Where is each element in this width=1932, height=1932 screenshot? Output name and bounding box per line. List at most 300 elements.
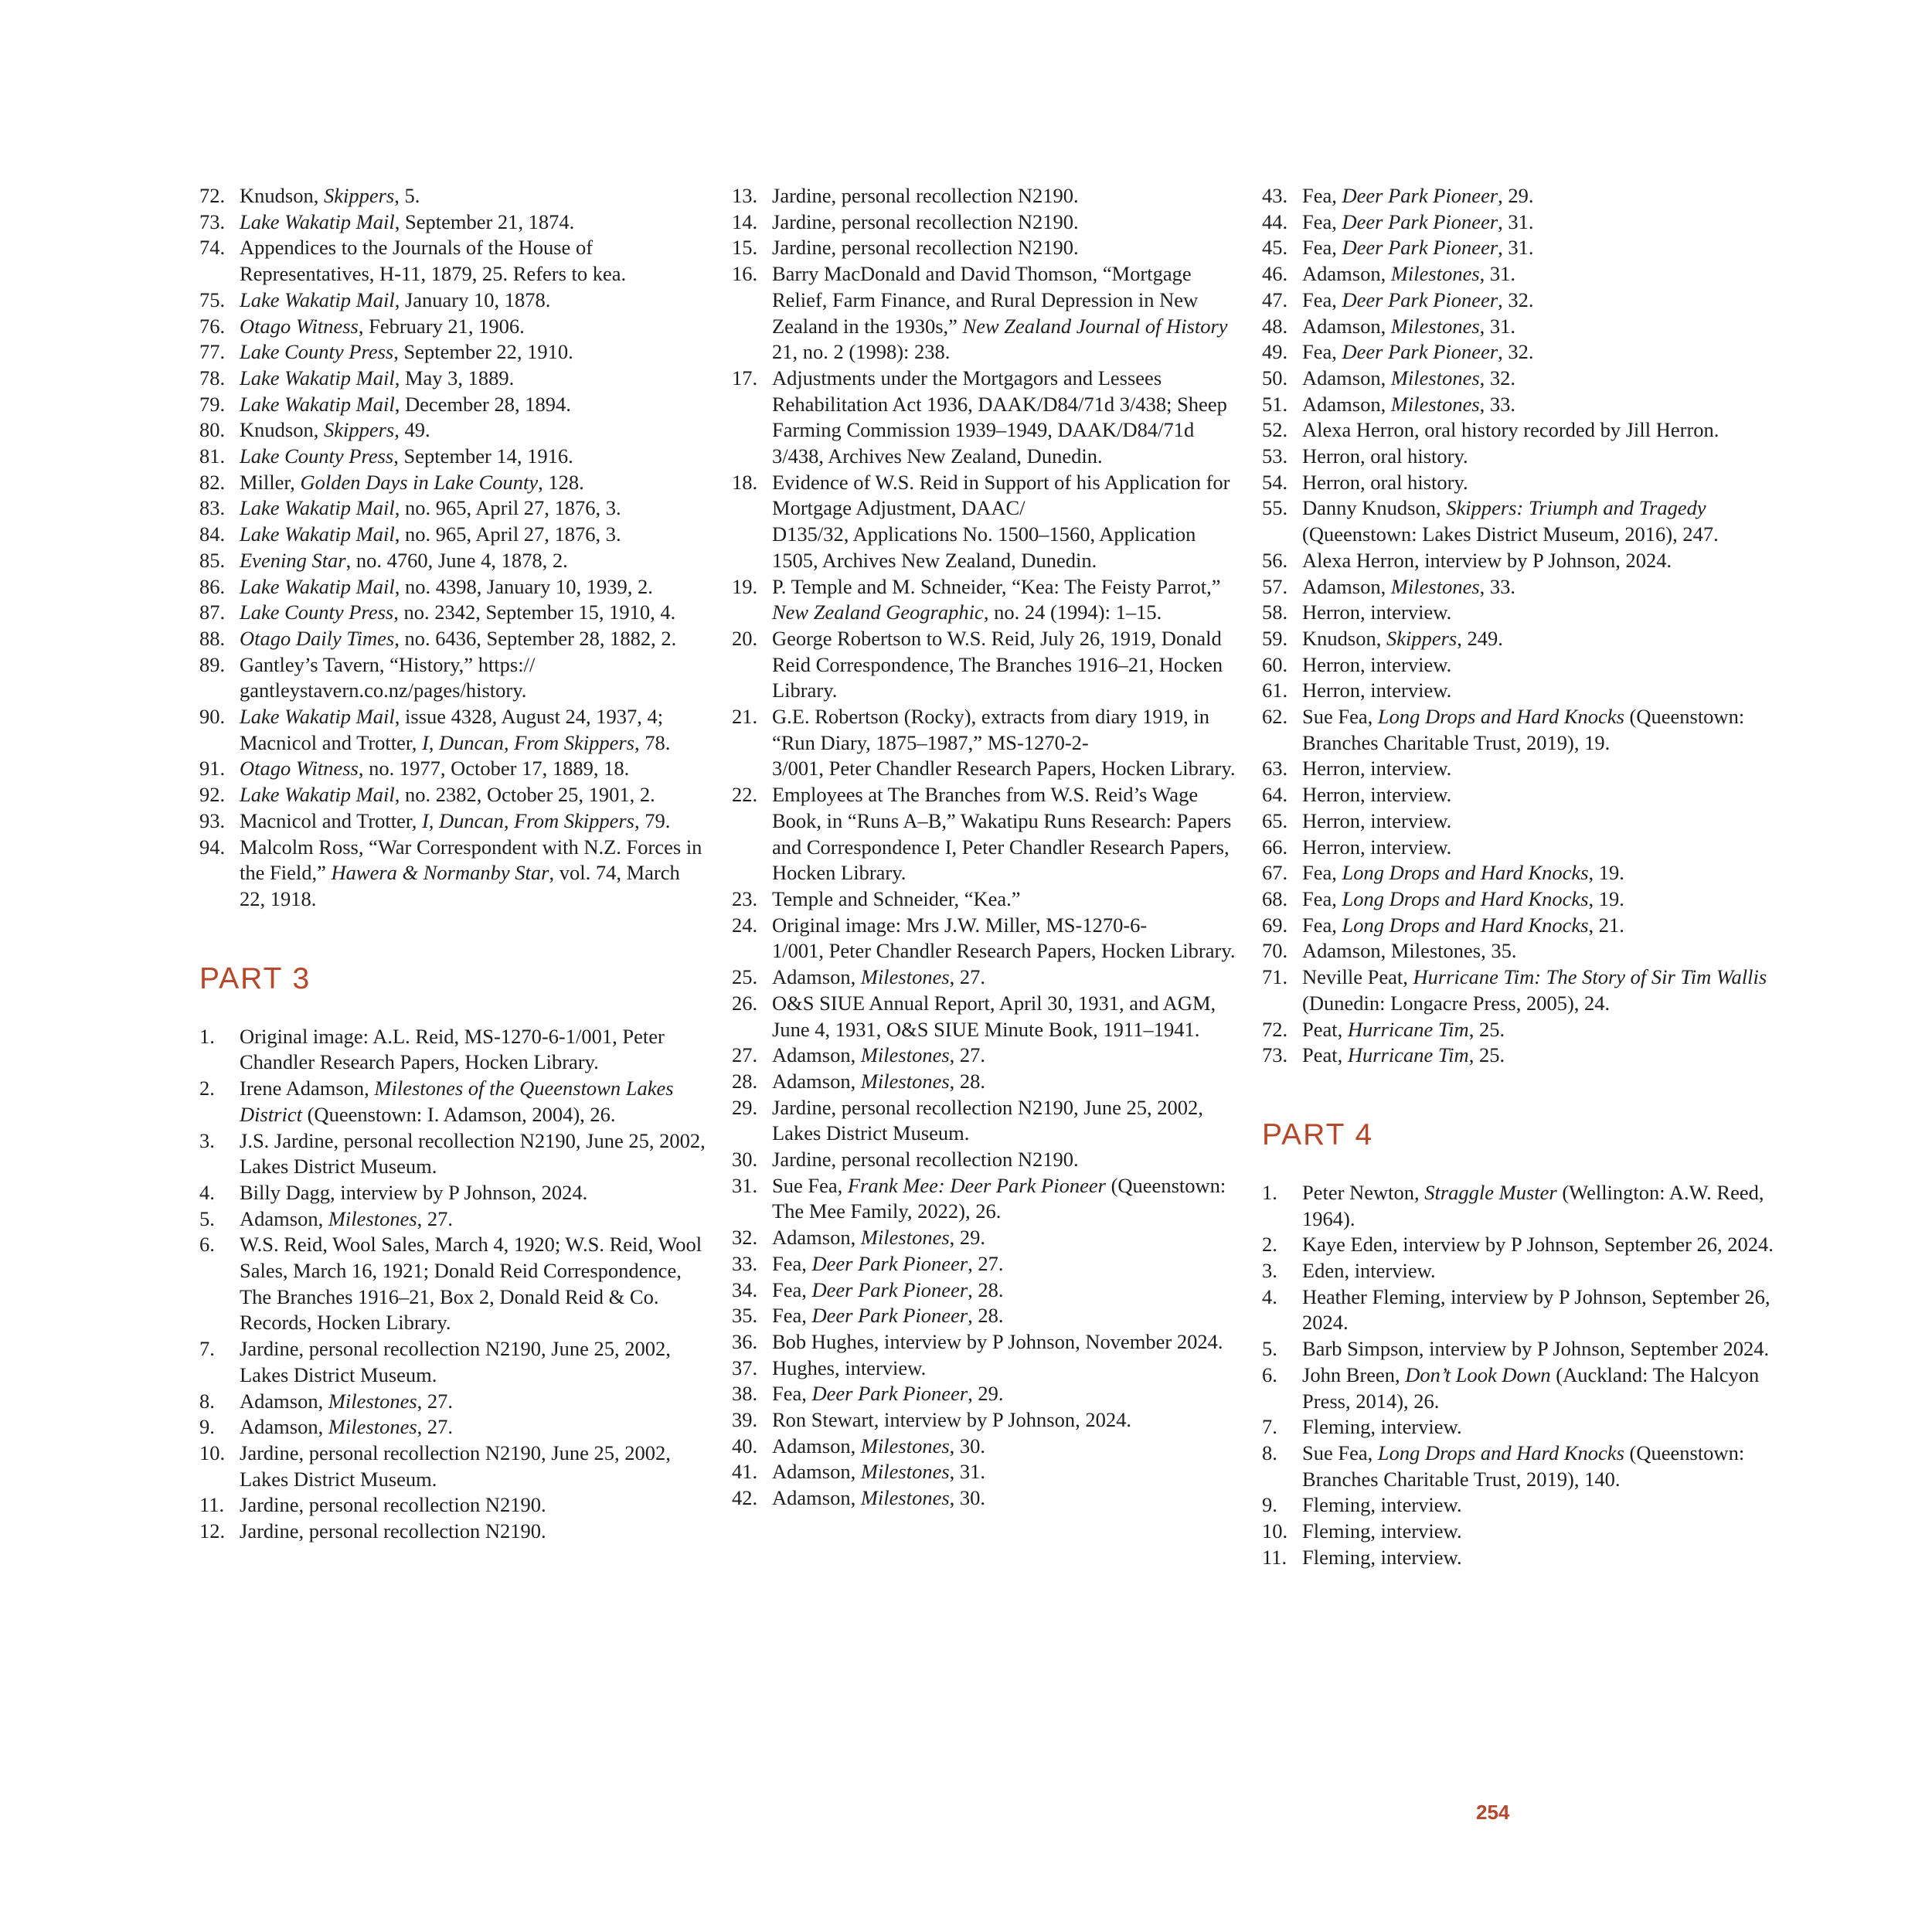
note-number: 21. bbox=[732, 705, 758, 729]
note-item bbox=[1262, 652, 1803, 679]
note-number: 53. bbox=[1262, 444, 1288, 468]
note-number: 80. bbox=[199, 418, 226, 442]
note-item bbox=[199, 1389, 709, 1415]
note-number: 34. bbox=[732, 1277, 758, 1301]
note-text: Jardine, personal recollection N2190. bbox=[240, 1519, 546, 1543]
note-number: 17. bbox=[732, 366, 758, 389]
note-number: 73. bbox=[1262, 1043, 1288, 1067]
notes-list bbox=[1262, 183, 1803, 1069]
note-number: 45. bbox=[1262, 236, 1288, 260]
note-text: Adamson, Milestones, 32. bbox=[1302, 366, 1516, 389]
note-number: 41. bbox=[732, 1460, 758, 1484]
note-item bbox=[1262, 444, 1803, 470]
note-text: Adamson, Milestones, 27. bbox=[772, 1043, 986, 1067]
note-text: Jardine, personal recollection N2190, June 25, 2002, Lakes District Museum. bbox=[240, 1440, 671, 1491]
note-number: 92. bbox=[199, 783, 226, 807]
notes-list bbox=[199, 1024, 709, 1545]
note-item bbox=[1262, 392, 1803, 418]
note-item bbox=[199, 548, 709, 574]
page-number: 254 bbox=[1476, 1801, 1510, 1824]
note-text: Fleming, interview. bbox=[1302, 1519, 1462, 1543]
note-item bbox=[199, 287, 709, 314]
note-number: 3. bbox=[199, 1128, 215, 1152]
note-number: 72. bbox=[1262, 1017, 1288, 1041]
note-text: Sue Fea, Long Drops and Hard Knocks (Queenstown: Branches Charitable Trust, 2019), 140. bbox=[1302, 1440, 1745, 1491]
note-text: Lake County Press, no. 2342, September 15, 1910, 4. bbox=[240, 600, 676, 624]
note-text: Jardine, personal recollection N2190. bbox=[240, 1493, 546, 1517]
note-item bbox=[1262, 1440, 1803, 1492]
note-number: 38. bbox=[732, 1382, 758, 1406]
note-text: Neville Peat, Hurricane Tim: The Story of Sir Tim Wallis (Dunedin: Longacre Press, 2005), 24. bbox=[1302, 965, 1767, 1015]
note-number: 28. bbox=[732, 1069, 758, 1093]
note-item bbox=[1262, 235, 1803, 261]
note-number: 33. bbox=[732, 1251, 758, 1275]
note-text: O&S SIUE Annual Report, April 30, 1931, and AGM, June 4, 1931, O&S SIUE Minute Book, 1911–1941. bbox=[772, 991, 1216, 1041]
note-number: 77. bbox=[199, 340, 226, 364]
note-number: 54. bbox=[1262, 470, 1288, 494]
note-number: 57. bbox=[1262, 574, 1288, 598]
note-text: Fea, Deer Park Pioneer, 31. bbox=[1302, 236, 1534, 260]
note-item bbox=[732, 1329, 1242, 1355]
note-item bbox=[199, 652, 709, 704]
note-text: Lake Wakatip Mail, no. 4398, January 10, 1939, 2. bbox=[240, 574, 653, 598]
note-item bbox=[732, 964, 1242, 991]
note-text: Fea, Deer Park Pioneer, 28. bbox=[772, 1304, 1004, 1328]
note-text: Herron, interview. bbox=[1302, 783, 1452, 807]
note-number: 73. bbox=[199, 209, 226, 233]
note-number: 2. bbox=[199, 1077, 215, 1100]
note-number: 7. bbox=[1262, 1415, 1277, 1439]
note-text: Fea, Deer Park Pioneer, 29. bbox=[772, 1382, 1004, 1406]
note-item bbox=[732, 235, 1242, 261]
note-item bbox=[732, 209, 1242, 236]
note-text: Jardine, personal recollection N2190, June 25, 2002, Lakes District Museum. bbox=[240, 1337, 671, 1386]
note-item bbox=[1262, 366, 1803, 392]
note-number: 14. bbox=[732, 209, 758, 233]
note-item bbox=[732, 1381, 1242, 1407]
note-item bbox=[1262, 1362, 1803, 1414]
note-text: P. Temple and M. Schneider, “Kea: The Feisty Parrot,” New Zealand Geographic, no. 24 (1994): 1–15. bbox=[772, 574, 1221, 624]
note-text: Adamson, Milestones, 33. bbox=[1302, 392, 1516, 416]
note-text: Peter Newton, Straggle Muster (Wellington: A.W. Reed, 1964). bbox=[1302, 1180, 1764, 1230]
note-text: Original image: A.L. Reid, MS-1270-6-1/001, Peter Chandler Research Papers, Hocken Library. bbox=[240, 1024, 665, 1074]
note-text: Fleming, interview. bbox=[1302, 1493, 1462, 1517]
note-item bbox=[199, 1206, 709, 1233]
note-number: 22. bbox=[732, 783, 758, 807]
note-item bbox=[732, 1173, 1242, 1225]
note-item bbox=[199, 444, 709, 470]
note-item bbox=[1262, 209, 1803, 236]
notes-list bbox=[1262, 1180, 1803, 1571]
part-heading: PART 3 bbox=[199, 961, 311, 995]
note-item bbox=[1262, 314, 1803, 340]
note-number: 76. bbox=[199, 314, 226, 338]
note-number: 62. bbox=[1262, 705, 1288, 729]
note-number: 36. bbox=[732, 1329, 758, 1353]
note-item bbox=[1262, 1232, 1803, 1258]
note-number: 40. bbox=[732, 1434, 758, 1458]
note-number: 30. bbox=[732, 1148, 758, 1172]
note-text: Herron, oral history. bbox=[1302, 444, 1468, 468]
note-item bbox=[199, 1180, 709, 1206]
note-number: 65. bbox=[1262, 808, 1288, 832]
note-text: George Robertson to W.S. Reid, July 26, 1919, Donald Reid Correspondence, The Branches 1916–21, Hocken Library. bbox=[772, 626, 1223, 702]
note-number: 35. bbox=[732, 1304, 758, 1328]
note-item bbox=[199, 1492, 709, 1519]
note-text: Jardine, personal recollection N2190. bbox=[772, 209, 1079, 233]
note-text: Barb Simpson, interview by P Johnson, September 2024. bbox=[1302, 1337, 1770, 1361]
note-text: Adamson, Milestones, 27. bbox=[240, 1206, 454, 1230]
note-number: 69. bbox=[1262, 913, 1288, 937]
note-text: Gantley’s Tavern, “History,” https:// gantleystavern.co.nz/pages/history. bbox=[240, 652, 536, 702]
note-item bbox=[1262, 417, 1803, 444]
note-number: 23. bbox=[732, 886, 758, 910]
note-text: Danny Knudson, Skippers: Triumph and Tragedy (Queenstown: Lakes District Museum, 2016), 247. bbox=[1302, 496, 1719, 546]
note-number: 72. bbox=[199, 184, 226, 207]
note-item bbox=[1262, 339, 1803, 366]
note-item bbox=[732, 1459, 1242, 1485]
note-text: Fea, Deer Park Pioneer, 31. bbox=[1302, 209, 1534, 233]
note-text: Barry MacDonald and David Thomson, “Mortgage Relief, Farm Finance, and Rural Depression in New Zealand in the 1930s,” New Zealand Journal of History 21, no. 2 (1998): 238. bbox=[772, 262, 1228, 364]
note-item bbox=[732, 1407, 1242, 1434]
note-number: 86. bbox=[199, 574, 226, 598]
note-item bbox=[1262, 1492, 1803, 1519]
note-number: 89. bbox=[199, 652, 226, 676]
note-item bbox=[1262, 1545, 1803, 1571]
note-item bbox=[732, 183, 1242, 209]
note-number: 63. bbox=[1262, 757, 1288, 781]
note-number: 43. bbox=[1262, 184, 1288, 207]
note-number: 71. bbox=[1262, 965, 1288, 989]
note-text: Fea, Deer Park Pioneer, 28. bbox=[772, 1277, 1004, 1301]
note-item bbox=[1262, 287, 1803, 314]
note-item bbox=[1262, 808, 1803, 835]
note-item bbox=[732, 886, 1242, 913]
note-item bbox=[1262, 886, 1803, 913]
note-text: Hughes, interview. bbox=[772, 1355, 927, 1379]
notes-list bbox=[732, 183, 1242, 1512]
note-number: 52. bbox=[1262, 418, 1288, 442]
note-text: Fleming, interview. bbox=[1302, 1545, 1462, 1569]
note-number: 29. bbox=[732, 1095, 758, 1119]
note-text: Adamson, Milestones, 30. bbox=[772, 1486, 986, 1510]
note-text: Fea, Deer Park Pioneer, 29. bbox=[1302, 184, 1534, 207]
note-item bbox=[1262, 1336, 1803, 1362]
note-item bbox=[732, 1434, 1242, 1460]
note-text: Fea, Long Drops and Hard Knocks, 21. bbox=[1302, 913, 1624, 937]
note-text: Evidence of W.S. Reid in Support of his Application for Mortgage Adjustment, DAAC/ D135/32, Applications No. 1500–1560, Application 1505, Archives New Zealand, Dunedin. bbox=[772, 470, 1230, 572]
note-text: Alexa Herron, interview by P Johnson, 2024. bbox=[1302, 548, 1672, 572]
note-text: Lake Wakatip Mail, no. 2382, October 25, 1901, 2. bbox=[240, 783, 655, 807]
note-item bbox=[199, 808, 709, 835]
note-text: Knudson, Skippers, 5. bbox=[240, 184, 420, 207]
note-item bbox=[732, 1043, 1242, 1069]
note-number: 8. bbox=[1262, 1440, 1277, 1464]
note-number: 81. bbox=[199, 444, 226, 468]
note-item bbox=[1262, 756, 1803, 782]
note-text: Heather Fleming, interview by P Johnson, September 26, 2024. bbox=[1302, 1284, 1770, 1335]
note-number: 75. bbox=[199, 287, 226, 311]
note-text: Peat, Hurricane Tim, 25. bbox=[1302, 1043, 1505, 1067]
note-number: 31. bbox=[732, 1173, 758, 1197]
note-number: 3. bbox=[1262, 1259, 1277, 1283]
note-text: Lake Wakatip Mail, September 21, 1874. bbox=[240, 209, 575, 233]
note-number: 11. bbox=[1262, 1545, 1287, 1569]
note-item bbox=[732, 704, 1242, 782]
note-item bbox=[732, 1277, 1242, 1304]
note-item bbox=[1262, 835, 1803, 861]
note-item bbox=[1262, 1284, 1803, 1336]
note-item bbox=[732, 574, 1242, 626]
note-number: 67. bbox=[1262, 861, 1288, 885]
note-number: 60. bbox=[1262, 652, 1288, 676]
note-number: 4. bbox=[1262, 1284, 1277, 1308]
note-number: 8. bbox=[199, 1389, 215, 1413]
note-text: Adjustments under the Mortgagors and Lessees Rehabilitation Act 1936, DAAK/D84/71d 3/438; Sheep Farming Commission 1939–1949, DAAK/D84/71d 3/438, Archives New Zealand, Dunedin. bbox=[772, 366, 1227, 468]
note-number: 50. bbox=[1262, 366, 1288, 389]
note-item bbox=[1262, 913, 1803, 939]
note-number: 18. bbox=[732, 470, 758, 494]
note-text: G.E. Robertson (Rocky), extracts from diary 1919, in “Run Diary, 1875–1987,” MS-1270-2- 3/001, Peter Chandler Research Papers, Hocken Library. bbox=[772, 705, 1236, 781]
note-item bbox=[199, 235, 709, 287]
note-item bbox=[199, 626, 709, 652]
note-item bbox=[199, 1024, 709, 1076]
note-number: 42. bbox=[732, 1486, 758, 1510]
note-item bbox=[1262, 1519, 1803, 1545]
note-number: 1. bbox=[1262, 1180, 1277, 1204]
note-item bbox=[732, 470, 1242, 574]
note-number: 91. bbox=[199, 757, 226, 781]
note-text: Lake County Press, September 14, 1916. bbox=[240, 444, 573, 468]
note-item bbox=[199, 392, 709, 418]
notes-column-3 bbox=[1262, 183, 1803, 1570]
note-number: 15. bbox=[732, 236, 758, 260]
note-item bbox=[732, 1095, 1242, 1147]
note-text: John Breen, Don’t Look Down (Auckland: The Halcyon Press, 2014), 26. bbox=[1302, 1362, 1760, 1413]
note-number: 9. bbox=[199, 1415, 215, 1439]
note-number: 20. bbox=[732, 626, 758, 650]
note-text: Adamson, Milestones, 27. bbox=[240, 1389, 454, 1413]
note-text: Herron, interview. bbox=[1302, 679, 1452, 702]
note-text: Adamson, Milestones, 31. bbox=[772, 1460, 986, 1484]
note-item bbox=[199, 522, 709, 548]
note-item bbox=[199, 495, 709, 522]
note-text: Adamson, Milestones, 31. bbox=[1302, 314, 1516, 338]
note-item bbox=[1262, 782, 1803, 808]
note-item bbox=[1262, 548, 1803, 574]
note-item bbox=[199, 470, 709, 496]
note-item bbox=[1262, 261, 1803, 287]
note-item bbox=[199, 1414, 709, 1440]
note-item bbox=[1262, 495, 1803, 547]
note-number: 2. bbox=[1262, 1233, 1277, 1257]
note-text: Malcolm Ross, “War Correspondent with N.Z. Forces in the Field,” Hawera & Normanby Star, vol. 74, March 22, 1918. bbox=[240, 835, 702, 910]
note-number: 84. bbox=[199, 522, 226, 546]
note-text: Lake Wakatip Mail, no. 965, April 27, 1876, 3. bbox=[240, 522, 621, 546]
note-text: Adamson, Milestones, 31. bbox=[1302, 262, 1516, 286]
note-number: 7. bbox=[199, 1337, 215, 1361]
note-number: 47. bbox=[1262, 287, 1288, 311]
note-number: 37. bbox=[732, 1355, 758, 1379]
note-item bbox=[1262, 1043, 1803, 1069]
note-number: 83. bbox=[199, 496, 226, 520]
note-item bbox=[732, 1355, 1242, 1382]
note-text: Adamson, Milestones, 33. bbox=[1302, 574, 1516, 598]
note-number: 4. bbox=[199, 1180, 215, 1204]
note-text: Fea, Long Drops and Hard Knocks, 19. bbox=[1302, 886, 1624, 910]
note-number: 87. bbox=[199, 600, 226, 624]
note-number: 27. bbox=[732, 1043, 758, 1067]
note-item bbox=[1262, 860, 1803, 886]
note-item bbox=[199, 366, 709, 392]
note-number: 88. bbox=[199, 626, 226, 650]
note-item bbox=[199, 600, 709, 626]
note-item bbox=[732, 782, 1242, 886]
note-item bbox=[732, 366, 1242, 470]
note-number: 5. bbox=[1262, 1337, 1277, 1361]
note-text: Adamson, Milestones, 35. bbox=[1302, 939, 1517, 963]
note-item bbox=[1262, 964, 1803, 1016]
notes-column-1 bbox=[199, 183, 709, 1545]
note-text: Jardine, personal recollection N2190. bbox=[772, 184, 1079, 207]
note-item bbox=[732, 913, 1242, 964]
note-number: 90. bbox=[199, 705, 226, 729]
note-item bbox=[1262, 626, 1803, 652]
note-number: 94. bbox=[199, 835, 226, 859]
note-item bbox=[732, 1303, 1242, 1329]
note-number: 44. bbox=[1262, 209, 1288, 233]
note-item bbox=[1262, 678, 1803, 704]
note-text: Fea, Deer Park Pioneer, 32. bbox=[1302, 340, 1534, 364]
note-number: 66. bbox=[1262, 835, 1288, 859]
note-text: Knudson, Skippers, 49. bbox=[240, 418, 430, 442]
note-text: Jardine, personal recollection N2190. bbox=[772, 1148, 1079, 1172]
note-item bbox=[1262, 574, 1803, 600]
note-item bbox=[1262, 183, 1803, 209]
note-text: Fea, Deer Park Pioneer, 27. bbox=[772, 1251, 1004, 1275]
note-item bbox=[732, 991, 1242, 1043]
note-number: 25. bbox=[732, 965, 758, 989]
note-item bbox=[1262, 1180, 1803, 1232]
note-text: Lake Wakatip Mail, issue 4328, August 24, 1937, 4; Macnicol and Trotter, I, Duncan, From Skippers, 78. bbox=[240, 705, 671, 754]
note-number: 48. bbox=[1262, 314, 1288, 338]
note-number: 12. bbox=[199, 1519, 226, 1543]
note-text: Herron, interview. bbox=[1302, 808, 1452, 832]
note-item bbox=[732, 1069, 1242, 1095]
note-item bbox=[1262, 938, 1803, 964]
note-text: Herron, interview. bbox=[1302, 652, 1452, 676]
note-item bbox=[199, 339, 709, 366]
note-item bbox=[732, 1485, 1242, 1512]
note-item bbox=[199, 1232, 709, 1336]
note-number: 56. bbox=[1262, 548, 1288, 572]
notes-list bbox=[199, 183, 709, 913]
note-item bbox=[732, 1225, 1242, 1251]
note-item bbox=[1262, 600, 1803, 626]
note-text: Employees at The Branches from W.S. Reid’s Wage Book, in “Runs A–B,” Wakatipu Runs Research: Papers and Correspondence I, Peter Chandler Research Papers, Hocken Library. bbox=[772, 783, 1232, 885]
note-text: Adamson, Milestones, 27. bbox=[240, 1415, 454, 1439]
note-number: 59. bbox=[1262, 626, 1288, 650]
note-text: Herron, interview. bbox=[1302, 757, 1452, 781]
note-item bbox=[199, 782, 709, 808]
note-item bbox=[1262, 704, 1803, 756]
note-number: 58. bbox=[1262, 600, 1288, 624]
note-text: Adamson, Milestones, 29. bbox=[772, 1226, 986, 1250]
note-text: Adamson, Milestones, 27. bbox=[772, 965, 986, 989]
note-number: 5. bbox=[199, 1206, 215, 1230]
note-text: Fea, Deer Park Pioneer, 32. bbox=[1302, 287, 1534, 311]
note-item bbox=[199, 209, 709, 236]
note-number: 19. bbox=[732, 574, 758, 598]
note-text: Alexa Herron, oral history recorded by Jill Herron. bbox=[1302, 418, 1719, 442]
note-text: Knudson, Skippers, 249. bbox=[1302, 626, 1503, 650]
note-item bbox=[199, 1336, 709, 1388]
note-number: 49. bbox=[1262, 340, 1288, 364]
note-item bbox=[1262, 1258, 1803, 1284]
note-text: Peat, Hurricane Tim, 25. bbox=[1302, 1017, 1505, 1041]
note-text: Evening Star, no. 4760, June 4, 1878, 2. bbox=[240, 548, 568, 572]
note-number: 78. bbox=[199, 366, 226, 389]
note-number: 70. bbox=[1262, 939, 1288, 963]
note-number: 79. bbox=[199, 392, 226, 416]
note-text: Kaye Eden, interview by P Johnson, September 26, 2024. bbox=[1302, 1233, 1774, 1257]
note-text: Original image: Mrs J.W. Miller, MS-1270-6- 1/001, Peter Chandler Research Papers, Hocken Library. bbox=[772, 913, 1236, 963]
note-item bbox=[199, 183, 709, 209]
note-item bbox=[732, 1147, 1242, 1173]
note-number: 85. bbox=[199, 548, 226, 572]
note-item bbox=[199, 314, 709, 340]
note-text: Lake Wakatip Mail, December 28, 1894. bbox=[240, 392, 571, 416]
note-item bbox=[199, 417, 709, 444]
note-number: 13. bbox=[732, 184, 758, 207]
note-text: W.S. Reid, Wool Sales, March 4, 1920; W.S. Reid, Wool Sales, March 16, 1921; Donald Reid Correspondence, The Branches 1916–21, Box 2, Donald Reid & Co. Records, Hocken Library. bbox=[240, 1233, 702, 1335]
note-text: Billy Dagg, interview by P Johnson, 2024. bbox=[240, 1180, 588, 1204]
note-item bbox=[199, 1440, 709, 1492]
note-item bbox=[199, 704, 709, 756]
note-number: 6. bbox=[199, 1233, 215, 1257]
note-number: 51. bbox=[1262, 392, 1288, 416]
note-number: 6. bbox=[1262, 1362, 1277, 1386]
note-number: 61. bbox=[1262, 679, 1288, 702]
note-number: 26. bbox=[732, 991, 758, 1015]
note-text: Lake Wakatip Mail, no. 965, April 27, 1876, 3. bbox=[240, 496, 621, 520]
note-number: 93. bbox=[199, 808, 226, 832]
note-text: Sue Fea, Frank Mee: Deer Park Pioneer (Queenstown: The Mee Family, 2022), 26. bbox=[772, 1173, 1226, 1223]
note-number: 82. bbox=[199, 470, 226, 494]
note-text: Irene Adamson, Milestones of the Queenstown Lakes District (Queenstown: I. Adamson, 2004), 26. bbox=[240, 1077, 674, 1126]
note-text: Sue Fea, Long Drops and Hard Knocks (Queenstown: Branches Charitable Trust, 2019), 19. bbox=[1302, 705, 1745, 754]
note-text: Miller, Golden Days in Lake County, 128. bbox=[240, 470, 584, 494]
note-item bbox=[199, 756, 709, 782]
note-number: 10. bbox=[1262, 1519, 1288, 1543]
note-text: Temple and Schneider, “Kea.” bbox=[772, 886, 1021, 910]
note-item bbox=[732, 1251, 1242, 1277]
note-number: 39. bbox=[732, 1408, 758, 1432]
note-number: 74. bbox=[199, 236, 226, 260]
note-item bbox=[1262, 1017, 1803, 1043]
notes-column-2 bbox=[732, 183, 1242, 1512]
note-text: Bob Hughes, interview by P Johnson, November 2024. bbox=[772, 1329, 1223, 1353]
note-text: Lake Wakatip Mail, May 3, 1889. bbox=[240, 366, 515, 389]
note-text: Ron Stewart, interview by P Johnson, 2024. bbox=[772, 1408, 1131, 1432]
note-text: Jardine, personal recollection N2190. bbox=[772, 236, 1079, 260]
note-number: 24. bbox=[732, 913, 758, 937]
note-number: 68. bbox=[1262, 886, 1288, 910]
note-text: Jardine, personal recollection N2190, June 25, 2002, Lakes District Museum. bbox=[772, 1095, 1203, 1145]
note-text: Macnicol and Trotter, I, Duncan, From Skippers, 79. bbox=[240, 808, 671, 832]
note-text: Fleming, interview. bbox=[1302, 1415, 1462, 1439]
note-text: Otago Daily Times, no. 6436, September 28, 1882, 2. bbox=[240, 626, 677, 650]
